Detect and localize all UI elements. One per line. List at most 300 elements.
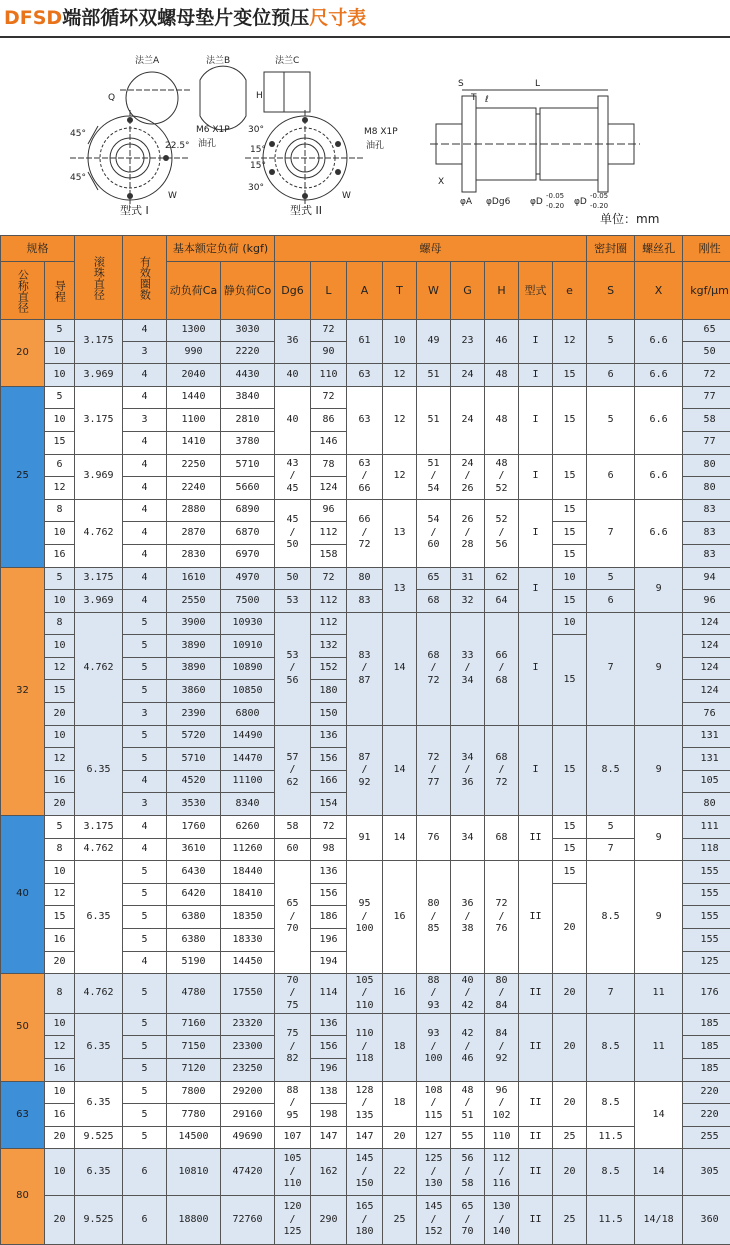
cell-A bbox=[347, 1195, 383, 1244]
cell-lead: 16 bbox=[45, 770, 75, 793]
cell-ca: 10810 bbox=[167, 1149, 221, 1195]
cell-value: 84 / 92 bbox=[495, 1028, 508, 1065]
cell-H bbox=[485, 1126, 519, 1149]
cell-T bbox=[383, 612, 417, 725]
cell-value: 10 bbox=[563, 572, 576, 584]
cell-L: 196 bbox=[311, 1058, 347, 1081]
cell-value: II bbox=[529, 910, 542, 922]
cell-value: 46 bbox=[495, 335, 508, 347]
cell-value: 18 bbox=[393, 1040, 406, 1052]
cell-lead: 20 bbox=[45, 1195, 75, 1244]
cell-value: 6 bbox=[607, 470, 614, 482]
cell-value: 20 bbox=[393, 1131, 406, 1143]
cell-A bbox=[347, 386, 383, 454]
cell-co: 29200 bbox=[221, 1081, 275, 1104]
cell-ball-dia bbox=[75, 861, 123, 974]
cell-H bbox=[485, 1195, 519, 1244]
header-e: e bbox=[553, 262, 587, 320]
cell-co: 10890 bbox=[221, 657, 275, 680]
cell-ca: 3890 bbox=[167, 635, 221, 658]
cell-co: 3840 bbox=[221, 386, 275, 409]
cell-value: 7 bbox=[607, 526, 614, 538]
cell-T bbox=[383, 320, 417, 364]
cell-co: 10930 bbox=[221, 612, 275, 635]
cell-co: 14470 bbox=[221, 748, 275, 771]
cell-stiffness: 72 bbox=[683, 364, 730, 387]
cell-value: 120 / 125 bbox=[283, 1201, 302, 1237]
cell-value: 128 / 135 bbox=[355, 1084, 374, 1121]
cell-W bbox=[417, 612, 451, 725]
cell-lead: 10 bbox=[45, 341, 75, 364]
cell-stiffness: 185 bbox=[683, 1013, 730, 1036]
table-row bbox=[1, 725, 730, 748]
cell-value: 48 / 52 bbox=[495, 457, 508, 494]
table-row bbox=[1, 364, 730, 387]
header-nominal-dia: 公称直径 bbox=[1, 262, 45, 320]
cell-W bbox=[417, 590, 451, 613]
cell-value: 34 / 36 bbox=[461, 751, 474, 788]
cell-turns: 5 bbox=[123, 1104, 167, 1127]
title-prefix: DFSD bbox=[4, 7, 63, 29]
cell-value: 25 bbox=[16, 470, 29, 482]
cell-lead: 5 bbox=[45, 320, 75, 342]
cell-value: 6 bbox=[607, 368, 614, 380]
cell-L: 156 bbox=[311, 883, 347, 906]
cell-value: 15 bbox=[563, 865, 576, 877]
cell-e bbox=[553, 635, 587, 725]
cell-lead: 10 bbox=[45, 635, 75, 658]
table-row bbox=[1, 612, 730, 635]
cell-value: 112 / 116 bbox=[492, 1153, 511, 1190]
cell-value: 40 bbox=[286, 413, 299, 425]
cell-lead: 10 bbox=[45, 364, 75, 387]
cell-ca: 7150 bbox=[167, 1036, 221, 1059]
cell-value: I bbox=[532, 470, 539, 482]
cell-value: I bbox=[532, 764, 539, 776]
cell-L: 136 bbox=[311, 725, 347, 748]
cell-value: 9 bbox=[655, 662, 662, 674]
cell-turns: 5 bbox=[123, 861, 167, 884]
cell-value: 145 / 152 bbox=[424, 1201, 443, 1237]
cell-value: 10 bbox=[563, 617, 576, 629]
cell-dg6 bbox=[275, 1081, 311, 1126]
header-A: A bbox=[347, 262, 383, 320]
cell-nominal-dia bbox=[1, 1149, 45, 1245]
cell-value: 22 bbox=[393, 1165, 406, 1177]
cell-turns: 6 bbox=[123, 1149, 167, 1195]
cell-value: 165 / 180 bbox=[355, 1201, 374, 1237]
cell-value: 8.5 bbox=[601, 910, 620, 922]
cell-stiffness: 305 bbox=[683, 1149, 730, 1195]
cell-value: 96 / 102 bbox=[492, 1084, 511, 1121]
cell-stiffness: 185 bbox=[683, 1058, 730, 1081]
cell-value: 14 bbox=[652, 1165, 665, 1177]
cell-value: 130 / 140 bbox=[492, 1201, 511, 1237]
cell-T bbox=[383, 386, 417, 454]
cell-turns: 5 bbox=[123, 725, 167, 748]
cell-ca: 3860 bbox=[167, 680, 221, 703]
cell-ca: 2250 bbox=[167, 454, 221, 477]
cell-lead: 16 bbox=[45, 1104, 75, 1127]
cell-type bbox=[519, 974, 553, 1014]
cell-value: 6.6 bbox=[649, 413, 668, 425]
cell-W bbox=[417, 1195, 451, 1244]
cell-e bbox=[553, 816, 587, 839]
cell-G bbox=[451, 320, 485, 364]
cell-lead: 12 bbox=[45, 1036, 75, 1059]
cell-value: 91 bbox=[358, 831, 371, 843]
cell-turns: 4 bbox=[123, 816, 167, 839]
cell-value: II bbox=[529, 1097, 542, 1109]
cell-co: 17550 bbox=[221, 974, 275, 1014]
header-dg6: Dg6 bbox=[275, 262, 311, 320]
cell-ca: 6380 bbox=[167, 906, 221, 929]
cell-ca: 5720 bbox=[167, 725, 221, 748]
cell-G bbox=[451, 364, 485, 387]
cell-stiffness: 125 bbox=[683, 951, 730, 974]
cell-value: 10 bbox=[393, 335, 406, 347]
cell-H bbox=[485, 320, 519, 364]
cell-value: 24 bbox=[461, 413, 474, 425]
cell-stiffness: 185 bbox=[683, 1036, 730, 1059]
cell-value: 66 / 72 bbox=[358, 514, 371, 551]
cell-ball-dia bbox=[75, 838, 123, 861]
cell-value: 48 / 51 bbox=[461, 1084, 474, 1121]
cell-value: 95 / 100 bbox=[355, 898, 374, 935]
cell-value: 57 / 62 bbox=[286, 751, 299, 788]
cell-turns: 5 bbox=[123, 883, 167, 906]
cell-ca: 3530 bbox=[167, 793, 221, 816]
cell-S bbox=[587, 499, 635, 567]
oil-hole-label-1: 油孔 bbox=[198, 139, 217, 149]
cell-co: 5660 bbox=[221, 477, 275, 500]
cell-turns: 4 bbox=[123, 838, 167, 861]
cell-co: 47420 bbox=[221, 1149, 275, 1195]
cell-ca: 2880 bbox=[167, 499, 221, 522]
cell-value: 14/18 bbox=[643, 1213, 674, 1225]
cell-ca: 5710 bbox=[167, 748, 221, 771]
cell-S bbox=[587, 1195, 635, 1244]
cell-G bbox=[451, 816, 485, 861]
cell-e bbox=[553, 499, 587, 522]
cell-A bbox=[347, 816, 383, 861]
table-row bbox=[1, 567, 730, 590]
cell-value: 63 / 66 bbox=[358, 457, 371, 494]
cell-H bbox=[485, 816, 519, 861]
cell-lead: 12 bbox=[45, 477, 75, 500]
cell-value: 80 bbox=[16, 1190, 29, 1202]
cell-L: 78 bbox=[311, 454, 347, 477]
cell-ca: 2830 bbox=[167, 544, 221, 567]
header-ca: 动负荷Ca bbox=[167, 262, 221, 320]
header-S: S bbox=[587, 262, 635, 320]
cell-value: 20 bbox=[563, 922, 576, 934]
cell-value: II bbox=[529, 1213, 542, 1225]
cell-value: 61 bbox=[358, 335, 371, 347]
cell-W bbox=[417, 499, 451, 567]
cell-type bbox=[519, 725, 553, 815]
cell-value: 12 bbox=[393, 470, 406, 482]
cell-ball-dia bbox=[75, 590, 123, 613]
cell-lead: 8 bbox=[45, 838, 75, 861]
cell-value: 14 bbox=[393, 764, 406, 776]
cell-turns: 5 bbox=[123, 974, 167, 1014]
cell-stiffness: 124 bbox=[683, 680, 730, 703]
cell-value: 36 bbox=[286, 335, 299, 347]
cell-value: 8.5 bbox=[601, 1040, 620, 1052]
tol-lower-2: -0.20 bbox=[590, 202, 609, 210]
cell-T bbox=[383, 816, 417, 861]
cell-turns: 5 bbox=[123, 657, 167, 680]
cell-dg6 bbox=[275, 612, 311, 725]
cell-value: 93 / 100 bbox=[424, 1028, 443, 1065]
cell-value: 62 bbox=[495, 572, 508, 584]
cell-value: 55 bbox=[461, 1131, 474, 1143]
cell-turns: 4 bbox=[123, 499, 167, 522]
cell-A bbox=[347, 1149, 383, 1195]
header-load: 基本额定负荷 (kgf) bbox=[167, 236, 275, 262]
cell-value: 4.762 bbox=[83, 843, 114, 855]
cell-stiffness: 255 bbox=[683, 1126, 730, 1149]
cell-ca: 5190 bbox=[167, 951, 221, 974]
dim-d-label-2: φD bbox=[574, 197, 587, 207]
cell-L: 72 bbox=[311, 320, 347, 342]
cell-S bbox=[587, 1013, 635, 1081]
cell-value: 5 bbox=[607, 820, 614, 832]
cell-value: 75 / 82 bbox=[286, 1028, 299, 1065]
cell-L: 290 bbox=[311, 1195, 347, 1244]
cell-ball-dia bbox=[75, 612, 123, 725]
cell-L: 136 bbox=[311, 1013, 347, 1036]
cell-value: 145 / 150 bbox=[355, 1153, 374, 1190]
cell-turns: 5 bbox=[123, 635, 167, 658]
cell-co: 2810 bbox=[221, 409, 275, 432]
cell-value: 127 bbox=[424, 1131, 443, 1143]
cell-stiffness: 176 bbox=[683, 974, 730, 1014]
header-k: kgf/μm bbox=[683, 262, 730, 320]
cell-value: 3.175 bbox=[83, 413, 114, 425]
cell-turns: 4 bbox=[123, 320, 167, 342]
cell-value: 5 bbox=[607, 413, 614, 425]
cell-dg6 bbox=[275, 454, 311, 499]
cell-value: 15 bbox=[563, 549, 576, 561]
cell-value: 43 / 45 bbox=[286, 457, 299, 494]
cell-stiffness: 105 bbox=[683, 770, 730, 793]
cell-H bbox=[485, 1149, 519, 1195]
cell-L: 90 bbox=[311, 341, 347, 364]
cell-turns: 5 bbox=[123, 748, 167, 771]
cell-value: 15 bbox=[563, 594, 576, 606]
cell-X bbox=[635, 320, 683, 364]
table-row bbox=[1, 861, 730, 884]
cell-value: 6.35 bbox=[86, 764, 111, 776]
cell-G bbox=[451, 590, 485, 613]
cell-value: 3.969 bbox=[83, 594, 114, 606]
cell-A bbox=[347, 1081, 383, 1126]
table-row bbox=[1, 816, 730, 839]
cell-L: 96 bbox=[311, 499, 347, 522]
cell-value: 6 bbox=[607, 594, 614, 606]
cell-e bbox=[553, 320, 587, 364]
cell-e bbox=[553, 1195, 587, 1244]
cell-value: 20 bbox=[563, 1040, 576, 1052]
cell-stiffness: 50 bbox=[683, 341, 730, 364]
cell-e bbox=[553, 386, 587, 454]
cell-value: 15 bbox=[563, 843, 576, 855]
cell-co: 3780 bbox=[221, 431, 275, 454]
cell-value: 25 bbox=[563, 1131, 576, 1143]
cell-L: 72 bbox=[311, 567, 347, 590]
cell-value: 51 bbox=[427, 368, 440, 380]
bolt-m8-label: M8 X1P bbox=[364, 127, 398, 137]
cell-value: 65 / 70 bbox=[461, 1201, 474, 1237]
cell-L: 72 bbox=[311, 386, 347, 409]
cell-value: I bbox=[532, 526, 539, 538]
cell-value: 110 bbox=[492, 1131, 511, 1143]
cell-type bbox=[519, 861, 553, 974]
cell-L: 150 bbox=[311, 703, 347, 726]
cell-dg6 bbox=[275, 320, 311, 364]
dim-w-label-2: W bbox=[342, 191, 351, 201]
cell-H bbox=[485, 590, 519, 613]
cell-value: 6.35 bbox=[86, 1040, 111, 1052]
cell-T bbox=[383, 1195, 417, 1244]
cell-dg6 bbox=[275, 725, 311, 815]
cell-value: 80 bbox=[358, 572, 371, 584]
header-H: H bbox=[485, 262, 519, 320]
cell-lead: 8 bbox=[45, 612, 75, 635]
cell-S bbox=[587, 1081, 635, 1126]
cell-L: 132 bbox=[311, 635, 347, 658]
cell-value: 11 bbox=[652, 987, 665, 999]
cell-stiffness: 65 bbox=[683, 320, 730, 342]
bolt-m6-label: M6 X1P bbox=[196, 125, 230, 135]
cell-ball-dia bbox=[75, 974, 123, 1014]
cell-W bbox=[417, 816, 451, 861]
cell-H bbox=[485, 861, 519, 974]
cell-lead: 6 bbox=[45, 454, 75, 477]
table-row bbox=[1, 499, 730, 522]
cell-stiffness: 96 bbox=[683, 590, 730, 613]
cell-value: 14 bbox=[652, 1108, 665, 1120]
cell-e bbox=[553, 861, 587, 884]
cell-ca: 990 bbox=[167, 341, 221, 364]
cell-H bbox=[485, 567, 519, 590]
cell-value: 12 bbox=[563, 335, 576, 347]
cell-T bbox=[383, 364, 417, 387]
cell-lead: 12 bbox=[45, 883, 75, 906]
cell-W bbox=[417, 1013, 451, 1081]
cell-value: 125 / 130 bbox=[424, 1153, 443, 1190]
cell-S bbox=[587, 974, 635, 1014]
cell-X bbox=[635, 1195, 683, 1244]
cell-co: 4430 bbox=[221, 364, 275, 387]
cell-L: 180 bbox=[311, 680, 347, 703]
cell-e bbox=[553, 454, 587, 499]
cell-ball-dia bbox=[75, 320, 123, 364]
cell-value: II bbox=[529, 1165, 542, 1177]
cell-H bbox=[485, 1013, 519, 1081]
cell-value: 3.175 bbox=[83, 335, 114, 347]
cell-turns: 4 bbox=[123, 590, 167, 613]
cell-L: 156 bbox=[311, 748, 347, 771]
tol-lower-1: -0.20 bbox=[546, 202, 565, 210]
cell-value: 80 / 84 bbox=[495, 974, 508, 1011]
cell-L: 98 bbox=[311, 838, 347, 861]
cell-value: 50 bbox=[16, 1021, 29, 1033]
cell-turns: 3 bbox=[123, 341, 167, 364]
cell-co: 5710 bbox=[221, 454, 275, 477]
cell-type bbox=[519, 816, 553, 861]
cell-ca: 2550 bbox=[167, 590, 221, 613]
dim-w-label-1: W bbox=[168, 191, 177, 201]
cell-e bbox=[553, 1013, 587, 1081]
cell-S bbox=[587, 816, 635, 839]
cell-nominal-dia bbox=[1, 1081, 45, 1149]
cell-H bbox=[485, 725, 519, 815]
cell-value: 6.35 bbox=[86, 1165, 111, 1177]
cell-S bbox=[587, 454, 635, 499]
cell-value: 3.175 bbox=[83, 572, 114, 584]
cell-stiffness: 131 bbox=[683, 748, 730, 771]
dim-L-label: L bbox=[535, 79, 541, 89]
cell-X bbox=[635, 1081, 683, 1149]
cell-value: 110 / 118 bbox=[355, 1028, 374, 1065]
cell-stiffness: 360 bbox=[683, 1195, 730, 1244]
table-body bbox=[1, 320, 730, 1245]
cell-lead: 5 bbox=[45, 567, 75, 590]
flange-b-label: 法兰B bbox=[206, 56, 231, 66]
cell-value: 72 / 77 bbox=[427, 751, 440, 788]
cell-value: 64 bbox=[495, 594, 508, 606]
cell-stiffness: 124 bbox=[683, 657, 730, 680]
cell-A bbox=[347, 725, 383, 815]
cell-ball-dia bbox=[75, 816, 123, 839]
cell-W bbox=[417, 1149, 451, 1195]
cell-dg6 bbox=[275, 1126, 311, 1149]
cell-S bbox=[587, 612, 635, 725]
cell-value: 20 bbox=[563, 1097, 576, 1109]
cell-L: 112 bbox=[311, 522, 347, 545]
title-suffix: 尺寸表 bbox=[309, 7, 367, 29]
cell-turns: 5 bbox=[123, 612, 167, 635]
type-2-label: 型式 II bbox=[290, 204, 322, 217]
cell-stiffness: 76 bbox=[683, 703, 730, 726]
cell-co: 23320 bbox=[221, 1013, 275, 1036]
cell-turns: 5 bbox=[123, 906, 167, 929]
cell-L: 156 bbox=[311, 1036, 347, 1059]
cell-ca: 1440 bbox=[167, 386, 221, 409]
cell-e bbox=[553, 544, 587, 567]
cell-X bbox=[635, 1149, 683, 1195]
cell-nominal-dia bbox=[1, 567, 45, 816]
cell-ca: 2240 bbox=[167, 477, 221, 500]
cell-turns: 4 bbox=[123, 770, 167, 793]
tol-upper-1: -0.05 bbox=[546, 192, 565, 200]
cell-ball-dia bbox=[75, 1081, 123, 1126]
cell-dg6 bbox=[275, 838, 311, 861]
cell-value: 34 bbox=[461, 831, 474, 843]
cell-value: 53 bbox=[286, 594, 299, 606]
cell-value: 51 / 54 bbox=[427, 457, 440, 494]
cell-value: 23 bbox=[461, 335, 474, 347]
cell-value: I bbox=[532, 662, 539, 674]
cell-W bbox=[417, 725, 451, 815]
cell-value: 36 / 38 bbox=[461, 898, 474, 935]
cell-S bbox=[587, 838, 635, 861]
cell-dg6 bbox=[275, 1013, 311, 1081]
cell-H bbox=[485, 499, 519, 567]
